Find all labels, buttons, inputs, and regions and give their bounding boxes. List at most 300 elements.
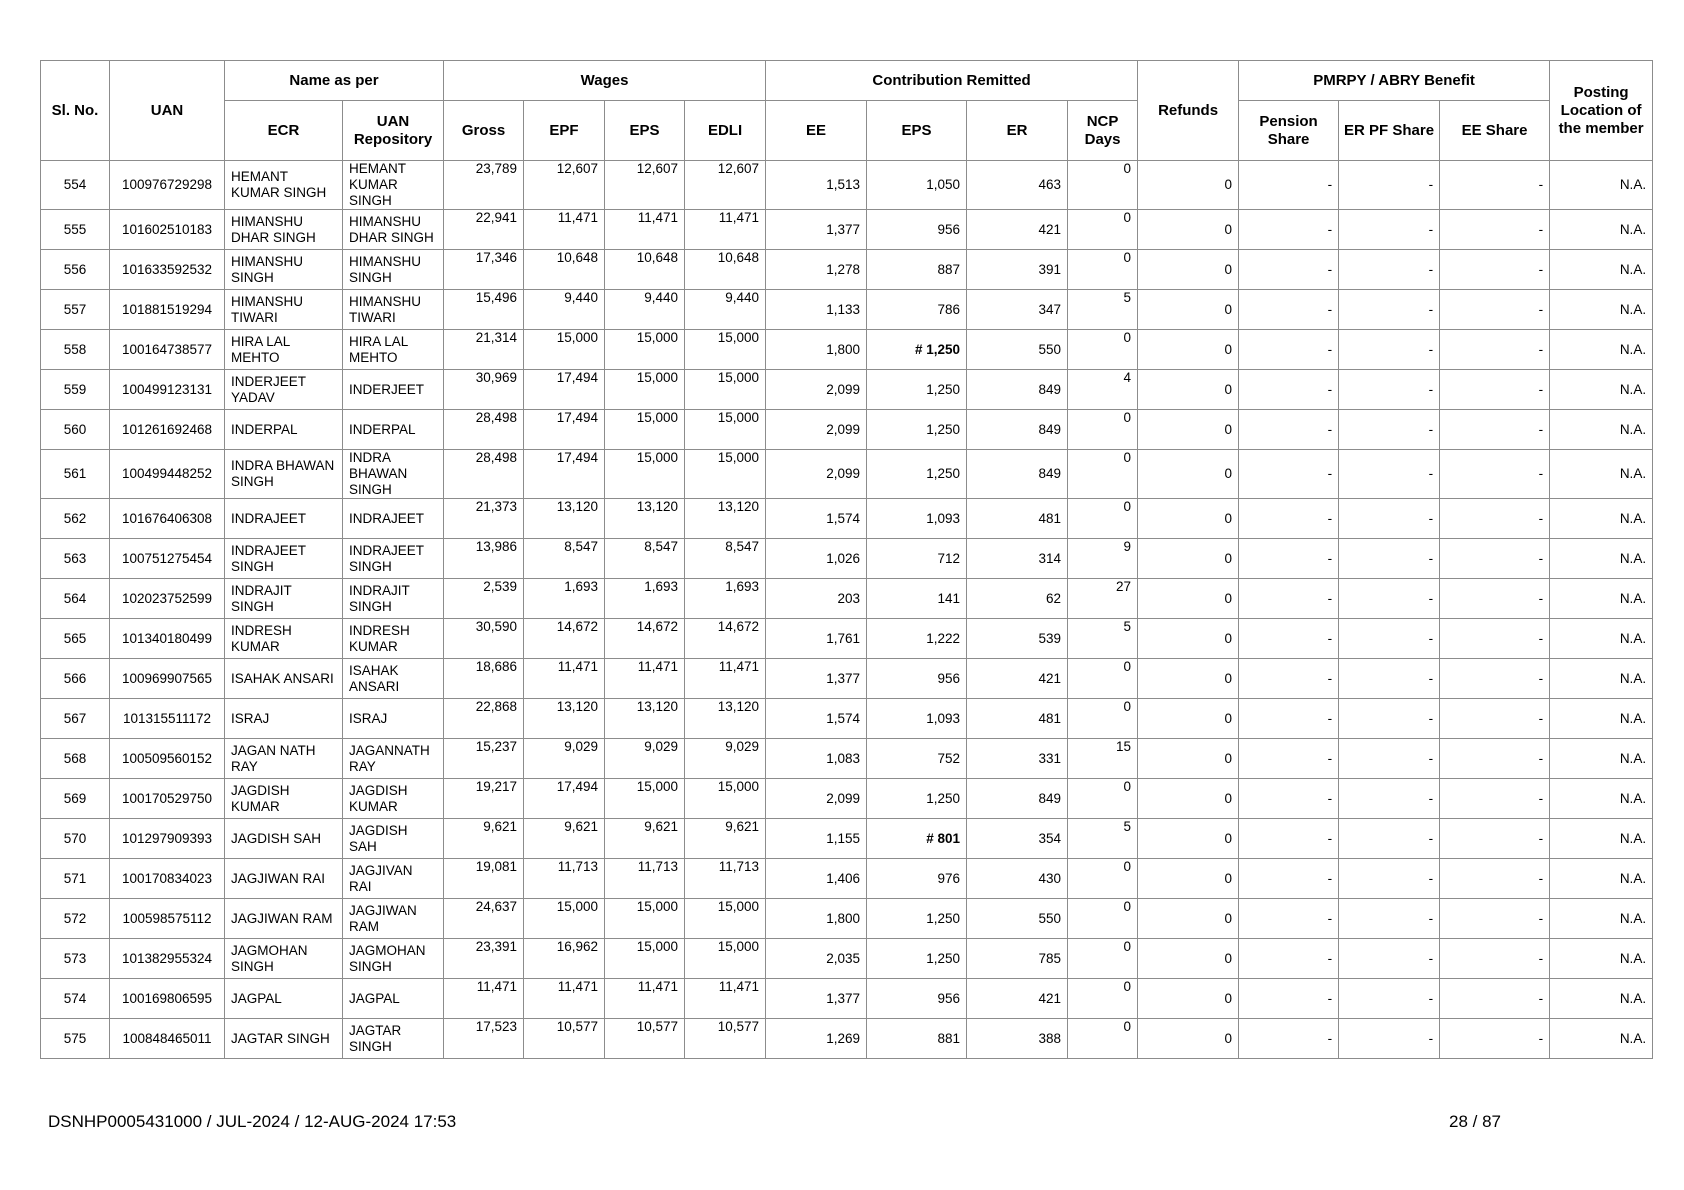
table-row bbox=[41, 899, 1653, 939]
ee-contribution-cell: 1,513 bbox=[766, 161, 867, 210]
table-row bbox=[41, 859, 1653, 899]
sl-no-cell: 569 bbox=[41, 779, 110, 819]
epf-wages-cell: 9,621 bbox=[524, 819, 605, 859]
er-pf-share-cell: - bbox=[1339, 539, 1440, 579]
ncp-days-cell: 0 bbox=[1068, 939, 1138, 979]
ee-share-cell: - bbox=[1440, 859, 1550, 899]
er-pf-share-cell: - bbox=[1339, 370, 1440, 410]
ee-share-cell: - bbox=[1440, 739, 1550, 779]
pension-share-cell: - bbox=[1239, 699, 1339, 739]
eps-wages-cell: 9,621 bbox=[605, 819, 685, 859]
ecr-name-cell: INDERPAL bbox=[225, 410, 343, 450]
refunds-cell: 0 bbox=[1138, 1019, 1239, 1059]
eps-wages-cell: 10,648 bbox=[605, 250, 685, 290]
gross-wages-cell: 28,498 bbox=[444, 450, 524, 499]
posting-location-cell: N.A. bbox=[1550, 579, 1653, 619]
eps-wages-cell: 11,471 bbox=[605, 659, 685, 699]
ee-contribution-cell: 1,026 bbox=[766, 539, 867, 579]
posting-location-cell: N.A. bbox=[1550, 210, 1653, 250]
edli-wages-cell: 13,120 bbox=[685, 699, 766, 739]
eps-contribution-cell: 881 bbox=[867, 1019, 967, 1059]
pension-share-cell: - bbox=[1239, 290, 1339, 330]
epf-wages-cell: 11,471 bbox=[524, 659, 605, 699]
gross-wages-cell: 23,391 bbox=[444, 939, 524, 979]
edli-wages-cell: 9,621 bbox=[685, 819, 766, 859]
edli-wages-cell: 15,000 bbox=[685, 450, 766, 499]
gross-wages-cell: 23,789 bbox=[444, 161, 524, 210]
uan-repository-name-cell: HIRA LAL MEHTO bbox=[343, 330, 444, 370]
posting-location-cell: N.A. bbox=[1550, 899, 1653, 939]
er-pf-share-cell: - bbox=[1339, 250, 1440, 290]
refunds-cell: 0 bbox=[1138, 330, 1239, 370]
sl-no-cell: 554 bbox=[41, 161, 110, 210]
uan-repository-name-cell: HEMANT KUMAR SINGH bbox=[343, 161, 444, 210]
table-row bbox=[41, 579, 1653, 619]
edli-wages-cell: 11,471 bbox=[685, 210, 766, 250]
refunds-cell: 0 bbox=[1138, 659, 1239, 699]
ee-share-cell: - bbox=[1440, 699, 1550, 739]
sl-no-cell: 570 bbox=[41, 819, 110, 859]
uan-cell: 101382955324 bbox=[110, 939, 225, 979]
ee-share-cell: - bbox=[1440, 290, 1550, 330]
ecr-name-cell: HEMANT KUMAR SINGH bbox=[225, 161, 343, 210]
er-pf-share-cell: - bbox=[1339, 290, 1440, 330]
eps-contribution-cell: 786 bbox=[867, 290, 967, 330]
eps-contribution-cell: 141 bbox=[867, 579, 967, 619]
eps-wages-cell: 13,120 bbox=[605, 499, 685, 539]
er-contribution-cell: 421 bbox=[967, 659, 1068, 699]
refunds-cell: 0 bbox=[1138, 290, 1239, 330]
ee-share-cell: - bbox=[1440, 659, 1550, 699]
eps-wages-cell: 8,547 bbox=[605, 539, 685, 579]
ee-contribution-cell: 1,377 bbox=[766, 979, 867, 1019]
er-contribution-cell: 391 bbox=[967, 250, 1068, 290]
pension-share-cell: - bbox=[1239, 779, 1339, 819]
ecr-name-cell: INDERJEET YADAV bbox=[225, 370, 343, 410]
pension-share-cell: - bbox=[1239, 659, 1339, 699]
uan-cell: 101297909393 bbox=[110, 819, 225, 859]
eps-contribution-cell: 1,250 bbox=[867, 370, 967, 410]
uan-repository-name-cell: INDERJEET bbox=[343, 370, 444, 410]
table-row bbox=[41, 939, 1653, 979]
uan-cell: 102023752599 bbox=[110, 579, 225, 619]
epf-wages-cell: 16,962 bbox=[524, 939, 605, 979]
refunds-cell: 0 bbox=[1138, 499, 1239, 539]
ee-contribution-cell: 1,133 bbox=[766, 290, 867, 330]
sl-no-cell: 560 bbox=[41, 410, 110, 450]
gross-wages-cell: 15,496 bbox=[444, 290, 524, 330]
header-er: ER bbox=[967, 101, 1068, 161]
uan-repository-name-cell: JAGJIVAN RAI bbox=[343, 859, 444, 899]
ee-share-cell: - bbox=[1440, 499, 1550, 539]
ncp-days-cell: 15 bbox=[1068, 739, 1138, 779]
uan-repository-name-cell: JAGANNATH RAY bbox=[343, 739, 444, 779]
er-contribution-cell: 347 bbox=[967, 290, 1068, 330]
uan-cell: 100170529750 bbox=[110, 779, 225, 819]
posting-location-cell: N.A. bbox=[1550, 699, 1653, 739]
ncp-days-cell: 5 bbox=[1068, 290, 1138, 330]
sl-no-cell: 558 bbox=[41, 330, 110, 370]
epf-wages-cell: 11,713 bbox=[524, 859, 605, 899]
uan-cell: 101676406308 bbox=[110, 499, 225, 539]
uan-cell: 100170834023 bbox=[110, 859, 225, 899]
header-pension-share: Pension Share bbox=[1239, 101, 1339, 161]
er-pf-share-cell: - bbox=[1339, 739, 1440, 779]
eps-contribution-cell: 1,250 bbox=[867, 450, 967, 499]
eps-wages-cell: 15,000 bbox=[605, 939, 685, 979]
ee-contribution-cell: 1,278 bbox=[766, 250, 867, 290]
sl-no-cell: 571 bbox=[41, 859, 110, 899]
pension-share-cell: - bbox=[1239, 210, 1339, 250]
pension-share-cell: - bbox=[1239, 539, 1339, 579]
eps-contribution-cell: 1,250 bbox=[867, 779, 967, 819]
ee-contribution-cell: 1,083 bbox=[766, 739, 867, 779]
header-uan-repository: UAN Repository bbox=[343, 101, 444, 161]
gross-wages-cell: 19,217 bbox=[444, 779, 524, 819]
pension-share-cell: - bbox=[1239, 619, 1339, 659]
er-contribution-cell: 785 bbox=[967, 939, 1068, 979]
uan-repository-name-cell: INDRESH KUMAR bbox=[343, 619, 444, 659]
er-pf-share-cell: - bbox=[1339, 330, 1440, 370]
ncp-days-cell: 27 bbox=[1068, 579, 1138, 619]
gross-wages-cell: 30,969 bbox=[444, 370, 524, 410]
table-row bbox=[41, 161, 1653, 210]
posting-location-cell: N.A. bbox=[1550, 779, 1653, 819]
ncp-days-cell: 0 bbox=[1068, 699, 1138, 739]
pension-share-cell: - bbox=[1239, 330, 1339, 370]
er-contribution-cell: 430 bbox=[967, 859, 1068, 899]
pension-share-cell: - bbox=[1239, 819, 1339, 859]
edli-wages-cell: 15,000 bbox=[685, 939, 766, 979]
epf-wages-cell: 14,672 bbox=[524, 619, 605, 659]
refunds-cell: 0 bbox=[1138, 161, 1239, 210]
ee-share-cell: - bbox=[1440, 161, 1550, 210]
sl-no-cell: 575 bbox=[41, 1019, 110, 1059]
ee-share-cell: - bbox=[1440, 619, 1550, 659]
uan-repository-name-cell: INDRAJEET SINGH bbox=[343, 539, 444, 579]
ee-contribution-cell: 203 bbox=[766, 579, 867, 619]
ee-share-cell: - bbox=[1440, 779, 1550, 819]
gross-wages-cell: 21,373 bbox=[444, 499, 524, 539]
er-pf-share-cell: - bbox=[1339, 859, 1440, 899]
header-ee-share: EE Share bbox=[1440, 101, 1550, 161]
er-pf-share-cell: - bbox=[1339, 939, 1440, 979]
uan-cell: 100848465011 bbox=[110, 1019, 225, 1059]
ee-contribution-cell: 2,099 bbox=[766, 779, 867, 819]
header-wages: Wages bbox=[444, 61, 766, 101]
eps-wages-cell: 15,000 bbox=[605, 899, 685, 939]
epf-wages-cell: 13,120 bbox=[524, 699, 605, 739]
header-edli: EDLI bbox=[685, 101, 766, 161]
ncp-days-cell: 5 bbox=[1068, 619, 1138, 659]
eps-contribution-cell: 1,250 bbox=[867, 939, 967, 979]
ecr-table bbox=[40, 60, 1653, 1059]
ncp-days-cell: 0 bbox=[1068, 410, 1138, 450]
posting-location-cell: N.A. bbox=[1550, 450, 1653, 499]
eps-wages-cell: 11,471 bbox=[605, 210, 685, 250]
er-pf-share-cell: - bbox=[1339, 210, 1440, 250]
posting-location-cell: N.A. bbox=[1550, 739, 1653, 779]
eps-wages-cell: 15,000 bbox=[605, 330, 685, 370]
table-row bbox=[41, 330, 1653, 370]
ecr-name-cell: HIMANSHU SINGH bbox=[225, 250, 343, 290]
table-row bbox=[41, 499, 1653, 539]
uan-cell: 100499448252 bbox=[110, 450, 225, 499]
epf-wages-cell: 10,648 bbox=[524, 250, 605, 290]
er-contribution-cell: 421 bbox=[967, 979, 1068, 1019]
ee-contribution-cell: 1,269 bbox=[766, 1019, 867, 1059]
epf-wages-cell: 8,547 bbox=[524, 539, 605, 579]
epf-wages-cell: 17,494 bbox=[524, 779, 605, 819]
ecr-name-cell: ISRAJ bbox=[225, 699, 343, 739]
footer-document-reference: DSNHP0005431000 / JUL-2024 / 12-AUG-2024 17:53 bbox=[48, 1112, 457, 1131]
posting-location-cell: N.A. bbox=[1550, 619, 1653, 659]
header-contribution-remitted: Contribution Remitted bbox=[766, 61, 1138, 101]
uan-repository-name-cell: INDRAJIT SINGH bbox=[343, 579, 444, 619]
eps-contribution-cell bbox=[867, 330, 967, 370]
header-contribution-eps: EPS bbox=[867, 101, 967, 161]
gross-wages-cell: 9,621 bbox=[444, 819, 524, 859]
uan-cell: 101881519294 bbox=[110, 290, 225, 330]
posting-location-cell: N.A. bbox=[1550, 539, 1653, 579]
eps-contribution-cell: 1,250 bbox=[867, 899, 967, 939]
pension-share-cell: - bbox=[1239, 410, 1339, 450]
header-ncp-days: NCP Days bbox=[1068, 101, 1138, 161]
posting-location-cell: N.A. bbox=[1550, 979, 1653, 1019]
eps-wages-cell: 15,000 bbox=[605, 370, 685, 410]
ee-share-cell: - bbox=[1440, 939, 1550, 979]
ee-share-cell: - bbox=[1440, 250, 1550, 290]
pension-share-cell: - bbox=[1239, 450, 1339, 499]
ee-contribution-cell: 1,377 bbox=[766, 659, 867, 699]
eps-contribution-cell: 1,050 bbox=[867, 161, 967, 210]
eps-wages-cell: 12,607 bbox=[605, 161, 685, 210]
uan-repository-name-cell: JAGJIWAN RAM bbox=[343, 899, 444, 939]
table-header bbox=[41, 61, 1653, 161]
er-pf-share-cell: - bbox=[1339, 699, 1440, 739]
pension-share-cell: - bbox=[1239, 579, 1339, 619]
ee-share-cell: - bbox=[1440, 979, 1550, 1019]
ee-contribution-cell: 1,574 bbox=[766, 499, 867, 539]
eps-wages-cell: 13,120 bbox=[605, 699, 685, 739]
epf-wages-cell: 17,494 bbox=[524, 450, 605, 499]
table-row bbox=[41, 1019, 1653, 1059]
edli-wages-cell: 15,000 bbox=[685, 779, 766, 819]
header-uan: UAN bbox=[110, 61, 225, 161]
gross-wages-cell: 22,868 bbox=[444, 699, 524, 739]
epf-wages-cell: 17,494 bbox=[524, 370, 605, 410]
edli-wages-cell: 15,000 bbox=[685, 370, 766, 410]
epf-wages-cell: 17,494 bbox=[524, 410, 605, 450]
refunds-cell: 0 bbox=[1138, 210, 1239, 250]
ncp-days-cell: 0 bbox=[1068, 161, 1138, 210]
ee-share-cell: - bbox=[1440, 450, 1550, 499]
ncp-days-cell: 0 bbox=[1068, 779, 1138, 819]
er-pf-share-cell: - bbox=[1339, 161, 1440, 210]
table-row bbox=[41, 210, 1653, 250]
eps-wages-cell: 15,000 bbox=[605, 779, 685, 819]
ee-share-cell: - bbox=[1440, 330, 1550, 370]
posting-location-cell: N.A. bbox=[1550, 819, 1653, 859]
sl-no-cell: 572 bbox=[41, 899, 110, 939]
edli-wages-cell: 15,000 bbox=[685, 899, 766, 939]
ecr-name-cell: INDRAJIT SINGH bbox=[225, 579, 343, 619]
refunds-cell: 0 bbox=[1138, 539, 1239, 579]
uan-cell: 100598575112 bbox=[110, 899, 225, 939]
gross-wages-cell: 24,637 bbox=[444, 899, 524, 939]
footer-page-number: 28 / 87 bbox=[1449, 1112, 1501, 1131]
edli-wages-cell: 10,577 bbox=[685, 1019, 766, 1059]
sl-no-cell: 563 bbox=[41, 539, 110, 579]
uan-repository-name-cell: JAGTAR SINGH bbox=[343, 1019, 444, 1059]
uan-cell: 101261692468 bbox=[110, 410, 225, 450]
edli-wages-cell: 8,547 bbox=[685, 539, 766, 579]
er-contribution-cell: 314 bbox=[967, 539, 1068, 579]
edli-wages-cell: 15,000 bbox=[685, 330, 766, 370]
edli-wages-cell: 11,713 bbox=[685, 859, 766, 899]
header-name-as-per: Name as per bbox=[225, 61, 444, 101]
uan-repository-name-cell: INDERPAL bbox=[343, 410, 444, 450]
table-row bbox=[41, 370, 1653, 410]
pension-share-cell: - bbox=[1239, 739, 1339, 779]
ncp-days-cell: 0 bbox=[1068, 450, 1138, 499]
eps-contribution-cell: 752 bbox=[867, 739, 967, 779]
ee-share-cell: - bbox=[1440, 579, 1550, 619]
ecr-name-cell: INDRA BHAWAN SINGH bbox=[225, 450, 343, 499]
gross-wages-cell: 2,539 bbox=[444, 579, 524, 619]
ecr-name-cell: JAGMOHAN SINGH bbox=[225, 939, 343, 979]
ecr-name-cell: JAGJIWAN RAI bbox=[225, 859, 343, 899]
sl-no-cell: 574 bbox=[41, 979, 110, 1019]
eps-contribution-cell: 956 bbox=[867, 979, 967, 1019]
table-row bbox=[41, 250, 1653, 290]
er-pf-share-cell: - bbox=[1339, 579, 1440, 619]
ee-contribution-cell: 1,155 bbox=[766, 819, 867, 859]
ecr-name-cell: JAGJIWAN RAM bbox=[225, 899, 343, 939]
sl-no-cell: 567 bbox=[41, 699, 110, 739]
ecr-name-cell: HIRA LAL MEHTO bbox=[225, 330, 343, 370]
gross-wages-cell: 28,498 bbox=[444, 410, 524, 450]
er-contribution-cell: 463 bbox=[967, 161, 1068, 210]
refunds-cell: 0 bbox=[1138, 410, 1239, 450]
epf-wages-cell: 9,440 bbox=[524, 290, 605, 330]
epf-wages-cell: 11,471 bbox=[524, 979, 605, 1019]
er-contribution-cell: 849 bbox=[967, 450, 1068, 499]
ee-share-cell: - bbox=[1440, 539, 1550, 579]
er-pf-share-cell: - bbox=[1339, 819, 1440, 859]
posting-location-cell: N.A. bbox=[1550, 330, 1653, 370]
ee-contribution-cell: 1,800 bbox=[766, 330, 867, 370]
table-row bbox=[41, 539, 1653, 579]
ee-contribution-cell: 1,800 bbox=[766, 899, 867, 939]
eps-contribution-cell bbox=[867, 819, 967, 859]
refunds-cell: 0 bbox=[1138, 250, 1239, 290]
uan-cell: 101340180499 bbox=[110, 619, 225, 659]
epf-wages-cell: 15,000 bbox=[524, 330, 605, 370]
er-contribution-cell: 550 bbox=[967, 330, 1068, 370]
header-ee: EE bbox=[766, 101, 867, 161]
uan-repository-name-cell: JAGMOHAN SINGH bbox=[343, 939, 444, 979]
flagged-eps-value: # 1,250 bbox=[915, 341, 961, 357]
sl-no-cell: 565 bbox=[41, 619, 110, 659]
header-pmrpy-abry-benefit: PMRPY / ABRY Benefit bbox=[1239, 61, 1550, 101]
ncp-days-cell: 0 bbox=[1068, 250, 1138, 290]
epf-wages-cell: 10,577 bbox=[524, 1019, 605, 1059]
posting-location-cell: N.A. bbox=[1550, 161, 1653, 210]
eps-contribution-cell: 1,093 bbox=[867, 699, 967, 739]
ncp-days-cell: 5 bbox=[1068, 819, 1138, 859]
uan-cell: 100164738577 bbox=[110, 330, 225, 370]
eps-wages-cell: 11,713 bbox=[605, 859, 685, 899]
refunds-cell: 0 bbox=[1138, 619, 1239, 659]
gross-wages-cell: 11,471 bbox=[444, 979, 524, 1019]
ecr-name-cell: INDRAJEET SINGH bbox=[225, 539, 343, 579]
refunds-cell: 0 bbox=[1138, 779, 1239, 819]
edli-wages-cell: 11,471 bbox=[685, 979, 766, 1019]
refunds-cell: 0 bbox=[1138, 370, 1239, 410]
ecr-name-cell: JAGDISH SAH bbox=[225, 819, 343, 859]
ee-contribution-cell: 1,377 bbox=[766, 210, 867, 250]
eps-contribution-cell: 976 bbox=[867, 859, 967, 899]
ee-contribution-cell: 2,099 bbox=[766, 450, 867, 499]
uan-cell: 101633592532 bbox=[110, 250, 225, 290]
sl-no-cell: 564 bbox=[41, 579, 110, 619]
er-pf-share-cell: - bbox=[1339, 619, 1440, 659]
edli-wages-cell: 9,029 bbox=[685, 739, 766, 779]
gross-wages-cell: 18,686 bbox=[444, 659, 524, 699]
ncp-days-cell: 0 bbox=[1068, 210, 1138, 250]
gross-wages-cell: 21,314 bbox=[444, 330, 524, 370]
er-pf-share-cell: - bbox=[1339, 499, 1440, 539]
eps-wages-cell: 10,577 bbox=[605, 1019, 685, 1059]
eps-wages-cell: 9,440 bbox=[605, 290, 685, 330]
header-gross: Gross bbox=[444, 101, 524, 161]
edli-wages-cell: 10,648 bbox=[685, 250, 766, 290]
uan-repository-name-cell: JAGDISH SAH bbox=[343, 819, 444, 859]
header-epf: EPF bbox=[524, 101, 605, 161]
sl-no-cell: 568 bbox=[41, 739, 110, 779]
ee-contribution-cell: 2,099 bbox=[766, 410, 867, 450]
header-refunds: Refunds bbox=[1138, 61, 1239, 161]
er-contribution-cell: 62 bbox=[967, 579, 1068, 619]
ncp-days-cell: 0 bbox=[1068, 979, 1138, 1019]
posting-location-cell: N.A. bbox=[1550, 939, 1653, 979]
uan-repository-name-cell: ISAHAK ANSARI bbox=[343, 659, 444, 699]
eps-contribution-cell: 1,250 bbox=[867, 410, 967, 450]
posting-location-cell: N.A. bbox=[1550, 370, 1653, 410]
er-contribution-cell: 388 bbox=[967, 1019, 1068, 1059]
posting-location-cell: N.A. bbox=[1550, 290, 1653, 330]
posting-location-cell: N.A. bbox=[1550, 250, 1653, 290]
pension-share-cell: - bbox=[1239, 370, 1339, 410]
pension-share-cell: - bbox=[1239, 499, 1339, 539]
er-pf-share-cell: - bbox=[1339, 659, 1440, 699]
refunds-cell: 0 bbox=[1138, 979, 1239, 1019]
ee-contribution-cell: 2,099 bbox=[766, 370, 867, 410]
ecr-name-cell: JAGAN NATH RAY bbox=[225, 739, 343, 779]
ecr-name-cell: JAGPAL bbox=[225, 979, 343, 1019]
posting-location-cell: N.A. bbox=[1550, 659, 1653, 699]
ee-share-cell: - bbox=[1440, 370, 1550, 410]
er-pf-share-cell: - bbox=[1339, 1019, 1440, 1059]
header-eps: EPS bbox=[605, 101, 685, 161]
refunds-cell: 0 bbox=[1138, 899, 1239, 939]
refunds-cell: 0 bbox=[1138, 450, 1239, 499]
pension-share-cell: - bbox=[1239, 899, 1339, 939]
er-contribution-cell: 421 bbox=[967, 210, 1068, 250]
edli-wages-cell: 14,672 bbox=[685, 619, 766, 659]
er-contribution-cell: 331 bbox=[967, 739, 1068, 779]
